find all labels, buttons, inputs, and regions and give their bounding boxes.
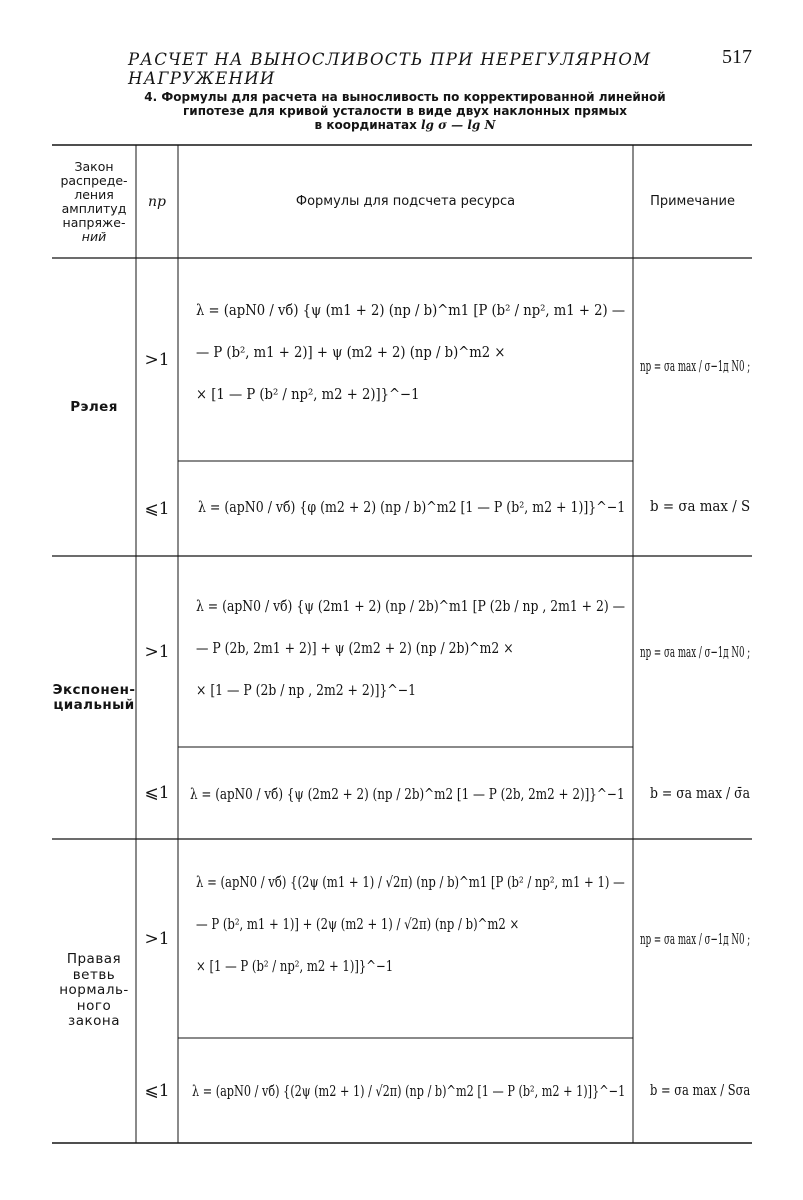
- formula-line: λ = (aрN0 / vб) {(2ψ (m1 + 1) / √2π) (nр / b)^m1 [P (b² / nр², m1 + 1) —: [196, 875, 625, 891]
- formula-line: × [1 — P (2b / nр , 2m2 + 2)]}^−1: [196, 683, 417, 699]
- law-exponential: [52, 556, 136, 839]
- np-value: ⩽1: [144, 783, 170, 803]
- law-label: Рэлея: [70, 398, 118, 415]
- header-note-label: Примечание: [650, 193, 735, 209]
- formula-line: — P (b², m1 + 2)] + ψ (m2 + 2) (nр / b)^m2 ×: [196, 345, 506, 361]
- header-law-line: ления: [74, 187, 114, 202]
- law-label: ветвь: [72, 966, 116, 983]
- np-cell: [136, 1038, 178, 1143]
- np-value: >1: [144, 928, 170, 949]
- formula-line: λ = (aрN0 / vб) {ψ (2m2 + 2) (nр / 2b)^m2 [1 — P (2b, 2m2 + 2)]}^−1: [190, 787, 625, 803]
- header-np-label: nр: [148, 193, 166, 210]
- formula-line: × [1 — P (b² / nр², m2 + 1)]}^−1: [196, 959, 394, 975]
- caption-line-2: гипотезе для кривой усталости в виде двух наклонных прямых: [183, 104, 627, 118]
- header-law-line: амплитуд: [61, 201, 127, 216]
- formula-rayleigh-gt1: [196, 300, 625, 406]
- law-rayleigh: [52, 258, 136, 556]
- law-label: циальный: [53, 696, 135, 713]
- np-cell: [136, 461, 178, 556]
- note-np-normal: [640, 930, 750, 948]
- note-text: b = σa max / Sσa: [650, 1081, 751, 1099]
- formula-line: λ = (aрN0 / vб) {(2ψ (m2 + 1) / √2π) (nр / b)^m2 [1 — P (b², m2 + 1)]}^−1: [192, 1084, 626, 1100]
- note-b-rayleigh: [650, 497, 750, 515]
- header-law-line: Закон: [74, 159, 114, 174]
- formula-line: λ = (aрN0 / vб) {φ (m2 + 2) (nр / b)^m2 [1 — P (b², m2 + 1)]}^−1: [198, 500, 626, 516]
- caption-line-1: 4. Формулы для расчета на выносливость по корректированной линейной: [144, 90, 666, 104]
- note-b-exponential: [650, 784, 750, 802]
- note-np-rayleigh: [640, 357, 750, 375]
- formula-line: — P (2b, 2m1 + 2)] + ψ (2m2 + 2) (nр / 2b)^m2 ×: [196, 641, 514, 657]
- formula-rayleigh-le1: [198, 497, 625, 519]
- formula-exponential-gt1: [196, 596, 625, 702]
- np-cell: [136, 747, 178, 839]
- law-label: Правая: [66, 951, 122, 968]
- formula-normal-le1: [192, 1081, 625, 1103]
- np-value: >1: [144, 641, 170, 662]
- running-title: РАСЧЕТ НА ВЫНОСЛИВОСТЬ ПРИ НЕРЕГУЛЯРНОМ НАГРУЖЕНИИ: [128, 50, 652, 88]
- law-label: Экспонен-: [52, 681, 136, 698]
- np-value: >1: [144, 349, 170, 370]
- note-text: nр = σa max / σ−1д N0 ;: [640, 930, 751, 948]
- law-label: ного: [76, 997, 112, 1014]
- np-value: ⩽1: [144, 498, 170, 519]
- note-text: nр = σa max / σ−1д N0 ;: [640, 643, 751, 661]
- note-np-exponential: [640, 643, 750, 661]
- formula-line: — P (b², m1 + 1)] + (2ψ (m2 + 1) / √2π) (nр / b)^m2 ×: [196, 917, 520, 933]
- header-law-line: напряже-: [62, 215, 126, 230]
- formula-normal-gt1: [196, 872, 625, 978]
- note-text: b = σa max / σ̄a: [650, 784, 750, 802]
- formula-line: λ = (aрN0 / vб) {ψ (m1 + 2) (nр / b)^m1 [P (b² / nр², m1 + 2) —: [196, 303, 626, 319]
- formula-line: × [1 — P (b² / nр², m2 + 2)]}^−1: [196, 387, 420, 403]
- header-law-line: распреде-: [60, 173, 128, 188]
- np-cell: [136, 839, 178, 1038]
- formula-line: λ = (aрN0 / vб) {ψ (2m1 + 2) (nр / 2b)^m1 [P (2b / nр , 2m1 + 2) —: [196, 599, 626, 615]
- page-number: 517: [722, 46, 752, 68]
- np-cell: [136, 556, 178, 747]
- formula-exponential-le1: [190, 784, 625, 806]
- caption-line-3-text: в координатах: [314, 118, 421, 132]
- header-formulas: [178, 145, 633, 258]
- header-formulas-label: Формулы для подсчета ресурса: [295, 193, 516, 209]
- note-b-normal: [650, 1081, 750, 1099]
- header-law-line: ний: [81, 229, 107, 244]
- law-label: нормаль-: [59, 982, 129, 999]
- law-normal-right-branch: [52, 839, 136, 1143]
- law-label: закона: [68, 1013, 120, 1030]
- np-cell: [136, 258, 178, 461]
- note-text: b = σa max / S: [650, 497, 751, 515]
- np-value: ⩽1: [144, 1080, 170, 1101]
- header-law: [52, 152, 136, 252]
- note-text: nр = σa max / σ−1д N0 ;: [640, 357, 751, 375]
- header-np: [136, 145, 178, 258]
- caption-line-3-math: lg σ — lg N: [421, 118, 496, 132]
- header-note: [633, 145, 752, 258]
